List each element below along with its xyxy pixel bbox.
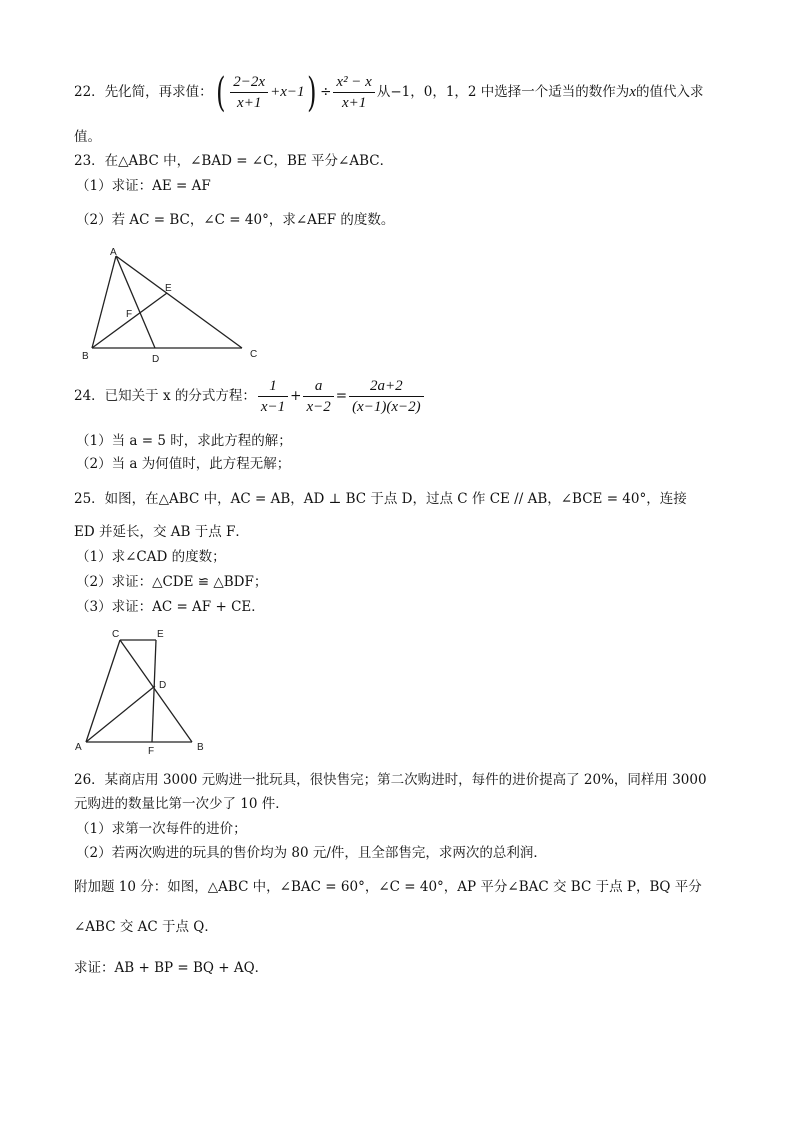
label-C: C — [250, 349, 258, 360]
seg-BE — [92, 293, 167, 348]
seg-AB — [92, 256, 116, 348]
q25-part3: （3）求证：AC = AF + CE． — [76, 599, 265, 615]
q26-part1: （1）求第一次每件的进价； — [76, 821, 247, 837]
q23-figure — [70, 244, 270, 368]
q24-part2: （2）当 a 为何值时，此方程无解； — [76, 456, 291, 472]
q24-fraction-2: $\frac{a}{x-2}$ — [303, 376, 333, 417]
q23-part1: （1）求证：AE = AF — [76, 178, 211, 194]
label-C: C — [112, 629, 120, 640]
q22-fraction-1: $\frac{2-2x}{x+1}$ — [230, 72, 268, 113]
label-E: E — [157, 629, 164, 640]
q24-plus: + — [290, 388, 302, 404]
q25-stem-2: ED 并延长，交 AB 于点 F． — [74, 524, 249, 540]
label-A: A — [110, 247, 117, 258]
q26-part2: （2）若两次购进的玩具的售价均为 80 元/件，且全部售完，求两次的总利润． — [76, 845, 547, 861]
q25-part2: （2）求证：△CDE ≌ △BDF； — [76, 574, 268, 590]
q24-lead: 24．已知关于 x 的分式方程： — [74, 388, 256, 404]
q24-line1 — [74, 376, 426, 417]
q22-mid-term: +x−1 — [270, 84, 305, 100]
bonus-stem-2: ∠ABC 交 AC 于点 Q． — [74, 919, 218, 935]
label-E: E — [165, 283, 172, 294]
right-paren: ) — [307, 69, 317, 116]
q26-stem-1: 26．某商店用 3000 元购进一批玩具，很快售完；第二次购进时，每件的进价提高了 20%，同样用 3000 — [74, 772, 707, 788]
label-B: B — [82, 351, 89, 362]
q22-line2: 值。 — [74, 129, 101, 145]
seg-CA — [86, 640, 120, 742]
q22-divide: ÷ — [320, 84, 332, 100]
q22-var: x — [629, 84, 636, 100]
q23-part2: （2）若 AC = BC，∠C = 40°，求∠AEF 的度数。 — [76, 212, 395, 228]
q25-part1: （1）求∠CAD 的度数； — [76, 549, 226, 565]
q22-lead: 先化简，再求值： — [104, 84, 213, 100]
q25-stem-1: 25．如图，在△ABC 中，AC = AB，AD ⊥ BC 于点 D，过点 C 作 CE // AB，∠BCE = 40°，连接 — [74, 491, 687, 507]
label-D: D — [152, 354, 160, 365]
q24-equals: = — [335, 388, 348, 404]
q22-tail2: 的值代入求 — [635, 84, 704, 100]
label-A: A — [75, 742, 82, 753]
q22-fraction-2: $\frac{\text{x² − x}}{x+1}$ — [333, 72, 374, 113]
q22-number: 22． — [74, 84, 105, 100]
q24-part1: （1）当 a = 5 时，求此方程的解； — [76, 433, 292, 449]
label-F: F — [126, 309, 133, 320]
label-B: B — [197, 742, 204, 753]
q22-line1 — [74, 69, 704, 116]
q26-stem-2: 元购进的数量比第一次少了 10 件． — [74, 796, 289, 812]
q22-tail: 从−1，0，1，2 中选择一个适当的数作为 — [376, 84, 630, 100]
q24-fraction-3: $\frac{2a+2}{(x-1)(x-2)}$ — [349, 376, 424, 417]
label-D: D — [159, 680, 167, 691]
left-paren: ( — [215, 69, 226, 116]
q24-fraction-1: $\frac{1}{x-1}$ — [258, 376, 288, 417]
seg-AD — [86, 686, 155, 742]
label-F: F — [148, 746, 155, 757]
q23-stem: 23．在△ABC 中，∠BAD = ∠C，BE 平分∠ABC． — [74, 153, 394, 169]
q25-figure — [70, 626, 220, 758]
bonus-stem-1: 附加题 10 分：如图，△ABC 中，∠BAC = 60°，∠C = 40°，AP 平分∠BAC 交 BC 于点 P，BQ 平分 — [74, 879, 702, 895]
bonus-prove: 求证：AB + BP = BQ + AQ． — [74, 960, 269, 976]
